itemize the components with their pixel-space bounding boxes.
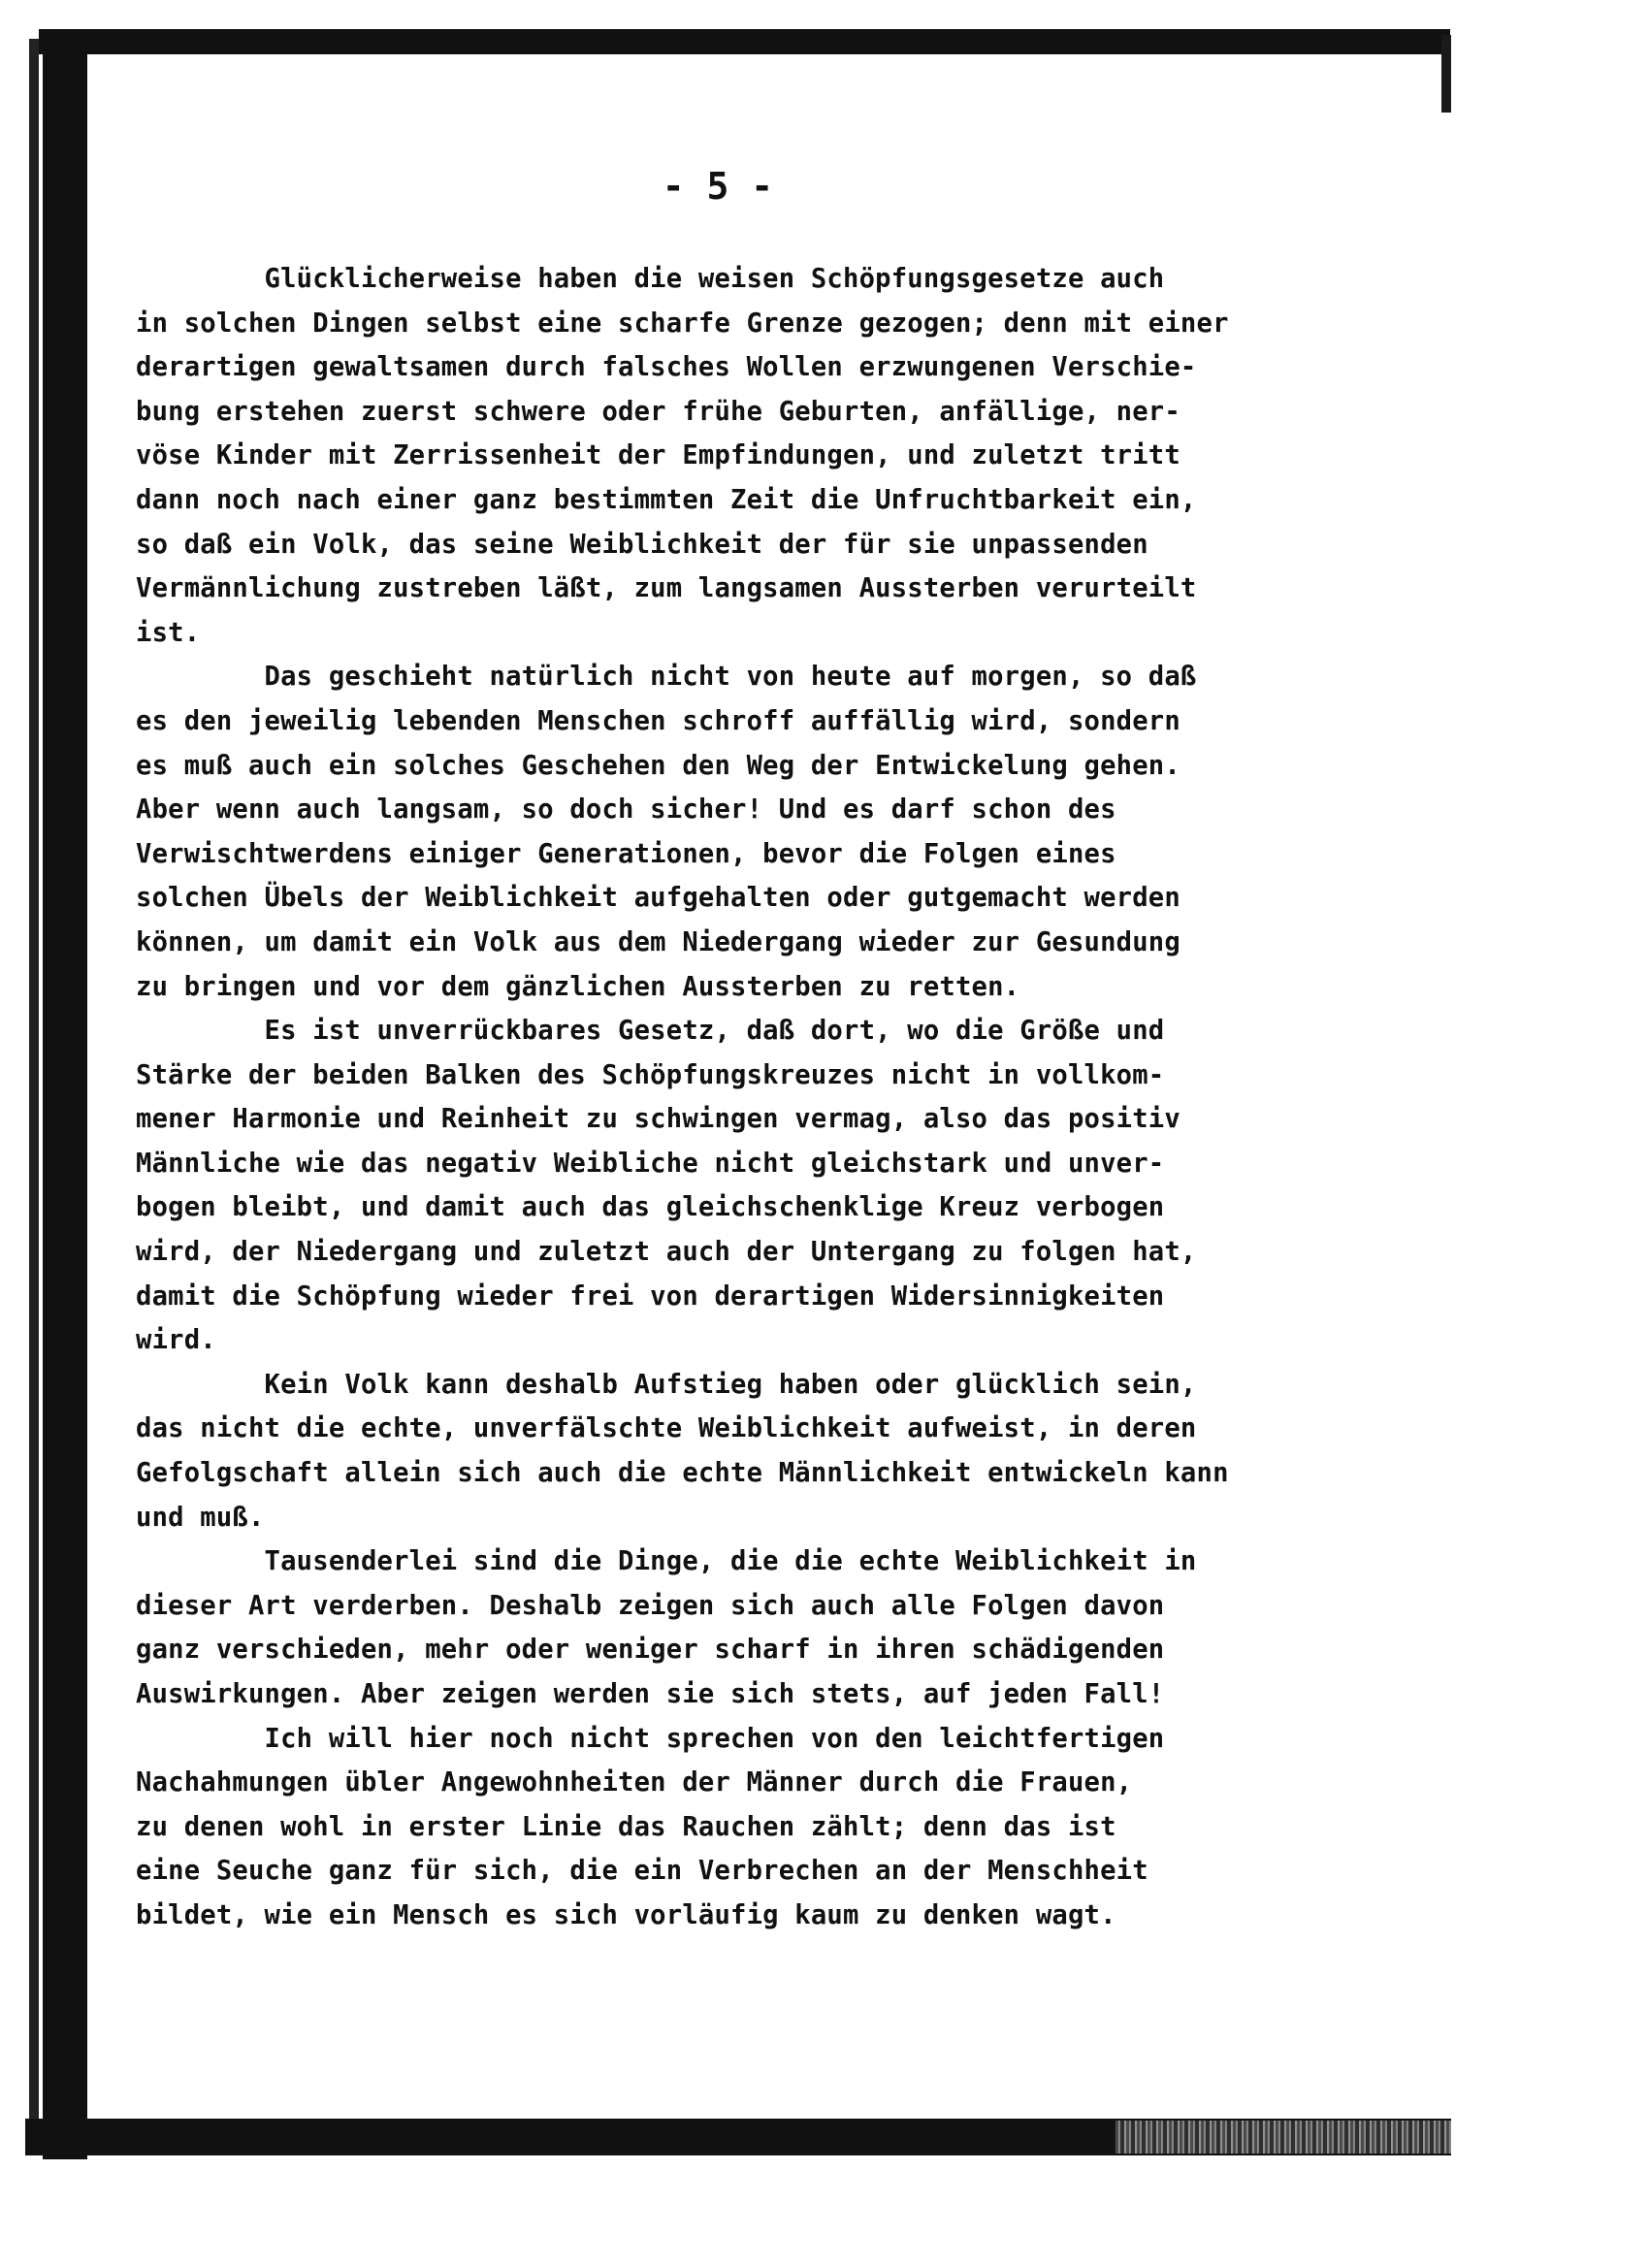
text-line: Ich will hier noch nicht sprechen von den leichtfertigen	[136, 1723, 1165, 1754]
text-line: dieser Art verderben. Deshalb zeigen sich auch alle Folgen davon	[136, 1590, 1165, 1621]
text-line: Nachahmungen übler Angewohnheiten der Männer durch die Frauen,	[136, 1767, 1133, 1798]
text-line: Männliche wie das negativ Weibliche nicht gleichstark und unver-	[136, 1148, 1165, 1179]
scan-border-right-mark	[1441, 35, 1451, 113]
text-line: Aber wenn auch langsam, so doch sicher! Und es darf schon des	[136, 794, 1116, 826]
scan-border-bottom-noise	[1116, 2121, 1451, 2154]
text-line: Kein Volk kann deshalb Aufstieg haben oder glücklich sein,	[136, 1369, 1197, 1400]
text-line: in solchen Dingen selbst eine scharfe Grenze gezogen; denn mit einer	[136, 308, 1229, 339]
text-line: Das geschieht natürlich nicht von heute auf morgen, so daß	[136, 662, 1197, 693]
text-line: eine Seuche ganz für sich, die ein Verbrechen an der Menschheit	[136, 1856, 1148, 1887]
text-line: vöse Kinder mit Zerrissenheit der Empfindungen, und zuletzt tritt	[136, 440, 1180, 471]
text-line: Verwischtwerdens einiger Generationen, bevor die Folgen eines	[136, 838, 1116, 869]
text-line: damit die Schöpfung wieder frei von derartigen Widersinnigkeiten	[136, 1280, 1165, 1312]
text-line: Tausenderlei sind die Dinge, die die echte Weiblichkeit in	[136, 1546, 1197, 1577]
text-line: zu denen wohl in erster Linie das Rauchen zählt; denn das ist	[136, 1811, 1116, 1842]
text-line: so daß ein Volk, das seine Weiblichkeit der für sie unpassenden	[136, 529, 1148, 560]
text-line: Glücklicherweise haben die weisen Schöpfungsgesetze auch	[136, 264, 1165, 294]
text-line: das nicht die echte, unverfälschte Weiblichkeit aufweist, in deren	[136, 1413, 1197, 1444]
scan-border-left	[43, 35, 87, 2159]
text-line: bildet, wie ein Mensch es sich vorläufig kaum zu denken wagt.	[136, 1899, 1116, 1930]
text-line: ganz verschieden, mehr oder weniger scharf in ihren schädigenden	[136, 1635, 1165, 1666]
text-line: wird, der Niedergang und zuletzt auch der Untergang zu folgen hat,	[136, 1237, 1197, 1268]
page-number: - 5 -	[662, 165, 774, 208]
body-text	[136, 257, 1426, 1938]
text-line: Auswirkungen. Aber zeigen werden sie sich stets, auf jeden Fall!	[136, 1679, 1165, 1709]
text-line: Gefolgschaft allein sich auch die echte Männlichkeit entwickeln kann	[136, 1458, 1229, 1489]
text-line: dann noch nach einer ganz bestimmten Zeit die Unfruchtbarkeit ein,	[136, 484, 1197, 515]
text-line: Stärke der beiden Balken des Schöpfungskreuzes nicht in vollkom-	[136, 1059, 1165, 1090]
text-line: wird.	[136, 1325, 216, 1356]
text-line: Es ist unverrückbares Gesetz, daß dort, wo die Größe und	[136, 1016, 1165, 1047]
text-line: es muß auch ein solches Geschehen den Weg der Entwickelung gehen.	[136, 750, 1180, 781]
text-line: können, um damit ein Volk aus dem Niedergang wieder zur Gesundung	[136, 926, 1180, 957]
text-line: und muß.	[136, 1502, 265, 1533]
text-line: bogen bleibt, und damit auch das gleichschenklige Kreuz verbogen	[136, 1192, 1165, 1223]
text-line: solchen Übels der Weiblichkeit aufgehalten oder gutgemacht werden	[136, 883, 1180, 914]
text-line: zu bringen und vor dem gänzlichen Aussterben zu retten.	[136, 971, 1020, 1002]
text-line: derartigen gewaltsamen durch falsches Wollen erzwungenen Verschie-	[136, 352, 1197, 383]
text-line: Vermännlichung zustreben läßt, zum langsamen Aussterben verurteilt	[136, 573, 1197, 604]
scan-border-left-edge	[29, 39, 39, 2154]
text-line: mener Harmonie und Reinheit zu schwingen vermag, also das positiv	[136, 1104, 1180, 1135]
text-line: bung erstehen zuerst schwere oder frühe Geburten, anfällige, ner-	[136, 396, 1180, 427]
text-line: es den jeweilig lebenden Menschen schroff auffällig wird, sondern	[136, 705, 1180, 736]
scan-border-top	[39, 29, 1450, 54]
text-line: ist.	[136, 617, 201, 648]
